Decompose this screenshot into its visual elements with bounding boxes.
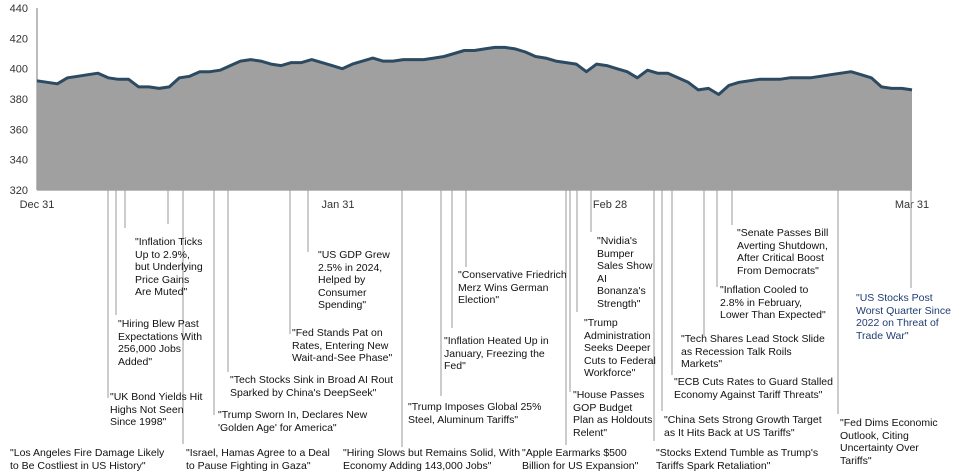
annotation-label: "Hiring Slows but Remains Solid, With Economy Adding 143,000 Jobs" bbox=[343, 447, 521, 472]
y-tick-label: 340 bbox=[9, 154, 28, 167]
x-axis-ticks bbox=[20, 199, 930, 211]
x-tick-label: Dec 31 bbox=[19, 199, 55, 211]
series-area-fill bbox=[37, 47, 912, 190]
annotation-label: "Trump Imposes Global 25% Steel, Aluminum Tariffs" bbox=[408, 401, 542, 426]
annotation-label: "House Passes GOP Budget Plan as Holdouts Relent" bbox=[573, 389, 653, 439]
annotation-label: "Tech Shares Lead Stock Slide as Recession Talk Roils Markets" bbox=[681, 333, 825, 370]
annotation-label: "UK Bond Yields Hit Highs Not Seen Since 1998" bbox=[110, 391, 203, 428]
annotation-label: "Apple Earmarks $500 Billion for US Expansion" bbox=[522, 447, 639, 472]
y-tick-label: 400 bbox=[9, 63, 28, 76]
x-tick-label: Jan 31 bbox=[321, 199, 355, 211]
annotation-label: "Inflation Heated Up in January, Freezing the Fed" bbox=[444, 335, 549, 372]
annotation-label: "Senate Passes Bill Averting Shutdown, After Critical Boost From Democrats" bbox=[737, 227, 829, 277]
y-tick-label: 320 bbox=[9, 185, 28, 197]
annotation-label: "Israel, Hamas Agree to a Deal to Pause Fighting in Gaza" bbox=[186, 447, 330, 472]
y-tick-label: 380 bbox=[9, 94, 28, 106]
y-axis-ticks bbox=[10, 3, 28, 197]
annotation-label: "Conservative Friedrich Merz Wins German Election" bbox=[458, 269, 567, 306]
y-tick-label: 440 bbox=[9, 3, 28, 15]
annotation-label: "Trump Administration Seeks Deeper Cuts to Federal Workforce" bbox=[584, 317, 656, 379]
annotation-label: "China Sets Strong Growth Target as It Hits Back at US Tariffs" bbox=[664, 414, 822, 439]
annotation-label: "Tech Stocks Sink in Broad AI Rout Sparked by China's DeepSeek" bbox=[230, 374, 394, 399]
annotation-label: "Inflation Ticks Up to 2.9%, but Underlying Price Gains Are Muted" bbox=[135, 236, 203, 298]
annotation-label: "Stocks Extend Tumble as Trump's Tariffs Spark Retaliation" bbox=[656, 447, 819, 472]
annotation-label: "Fed Dims Economic Outlook, Citing Uncertainty Over Tariffs" bbox=[840, 417, 938, 467]
annotation-label: "ECB Cuts Rates to Guard Stalled Economy Against Tariff Threats" bbox=[674, 376, 833, 401]
y-tick-label: 420 bbox=[9, 33, 28, 46]
annotation-label: "Fed Stands Pat on Rates, Entering New Wait-and-See Phase" bbox=[292, 327, 393, 364]
annotation-label: "Trump Sworn In, Declares New 'Golden Age' for America" bbox=[218, 409, 368, 434]
x-tick-label: Mar 31 bbox=[894, 199, 930, 211]
annotation-label: "US GDP Grew 2.5% in 2024, Helped by Consumer Spending" bbox=[318, 249, 390, 311]
annotation-label: "US Stocks Post Worst Quarter Since 2022 on Threat of Trade War" bbox=[856, 292, 951, 342]
annotation-label: "Hiring Blew Past Expectations With 256,000 Jobs Added" bbox=[118, 318, 203, 368]
y-tick-label: 360 bbox=[9, 124, 28, 137]
annotation-label: "Inflation Cooled to 2.8% in February, Lower Than Expected" bbox=[720, 284, 826, 321]
x-tick-label: Feb 28 bbox=[592, 199, 628, 211]
annotation-label: "Nvidia's Bumper Sales Show AI Bonanza's Strength" bbox=[597, 235, 653, 310]
annotation-label: "Los Angeles Fire Damage Likely to Be Costliest in US History" bbox=[10, 447, 165, 472]
